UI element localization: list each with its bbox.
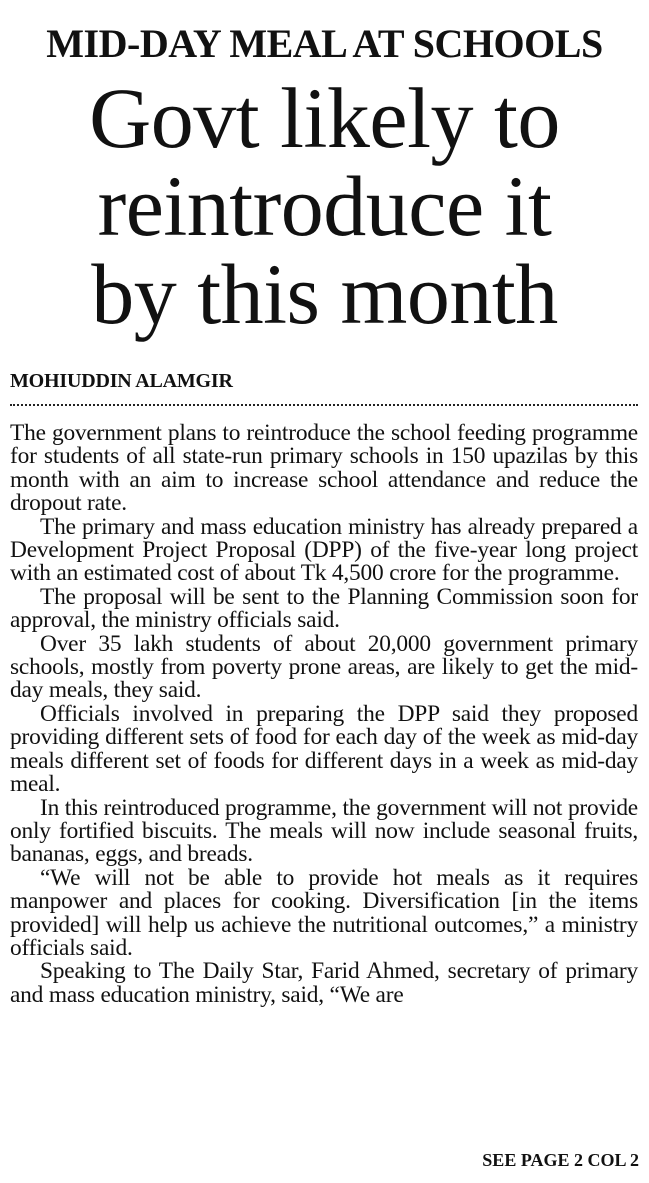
article-paragraph: Speaking to The Daily Star, Farid Ahmed, secretary of primary and mass education ministry, said, “We are <box>10 958 638 1008</box>
article-paragraph: “We will not be able to provide hot meals as it requires manpower and places for cooking. Diversification [in the items provided] will help us achieve the nutritional outcomes,” a ministry officials said. <box>10 864 638 961</box>
headline <box>0 70 649 342</box>
article-body <box>10 422 638 1007</box>
byline: MOHIUDDIN ALAMGIR <box>10 370 233 392</box>
headline-line: Govt likely to <box>89 70 560 166</box>
article-paragraph: Officials involved in preparing the DPP said they proposed providing different sets of food for each day of the week as mid-day meals different set of foods for different days in a week as mid-day meal. <box>10 700 638 798</box>
article-paragraph: The primary and mass education ministry has already prepared a Development Project Proposal (DPP) of the five-year long project with an estimated cost of about Tk 4,500 crore for the programme. <box>10 513 638 587</box>
headline-line: by this month <box>91 246 558 342</box>
article-paragraph: In this reintroduced programme, the government will not provide only fortified biscuits. The meals will now include seasonal fruits, bananas, eggs, and breads. <box>10 794 638 868</box>
jump-line: SEE PAGE 2 COL 2 <box>482 1150 639 1170</box>
kicker: MID-DAY MEAL AT SCHOOLS <box>46 21 603 66</box>
article-paragraph: Over 35 lakh students of about 20,000 government primary schools, mostly from poverty prone areas, are likely to get the mid-day meals, they said. <box>10 630 638 704</box>
article-paragraph: The government plans to reintroduce the school feeding programme for students of all state-run primary schools in 150 upazilas by this month with an aim to increase school attendance and reduce the dropout rate. <box>10 420 638 517</box>
article-paragraph: The proposal will be sent to the Planning Commission soon for approval, the ministry officials said. <box>10 583 638 634</box>
dotted-divider <box>10 404 638 406</box>
headline-line: reintroduce it <box>97 158 552 254</box>
